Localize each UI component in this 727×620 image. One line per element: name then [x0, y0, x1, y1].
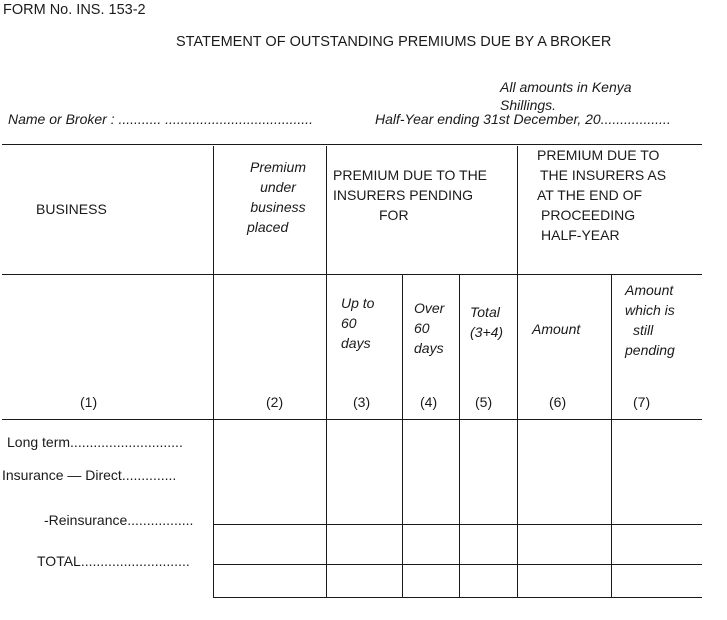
header-premium-placed: Premium under business placed — [247, 159, 306, 235]
row-label-insurance-direct: Insurance — Direct.............. — [2, 467, 177, 483]
col-divider-3 — [402, 275, 403, 598]
header-up-to-60-days: Up to 60 days — [341, 295, 375, 351]
header-pending-group: PREMIUM DUE TO THE INSURERS PENDING FOR — [333, 167, 488, 223]
broker-name-line: Name or Broker : ........... ...................................... — [8, 111, 313, 127]
half-year-line: Half-Year ending 31st December, 20.................. — [375, 111, 671, 127]
column-number-4: (4) — [420, 394, 438, 410]
column-number-6: (6) — [549, 394, 567, 410]
column-number-2: (2) — [266, 394, 284, 410]
row-label-reinsurance: -Reinsurance................. — [44, 512, 194, 528]
header-prev-half-year-group: PREMIUM DUE TO THE INSURERS AS AT THE END OF PROCEEDING HALF-YEAR — [537, 147, 667, 243]
header-still-pending: Amount which is still pending — [625, 282, 675, 358]
row-label-long-term: Long term............................. — [7, 434, 183, 450]
col-divider-5 — [517, 146, 518, 598]
form-title: STATEMENT OF OUTSTANDING PREMIUMS DUE BY A BROKER — [176, 34, 612, 50]
col-divider-6 — [611, 275, 612, 598]
header-amount: Amount — [532, 321, 581, 337]
column-number-1: (1) — [80, 394, 98, 410]
column-number-rule — [2, 419, 702, 420]
table-bottom-rule — [214, 597, 702, 598]
header-business: BUSINESS — [36, 201, 107, 217]
total-row-top-rule — [214, 564, 702, 565]
column-number-3: (3) — [353, 394, 371, 410]
header-over-60-days: Over 60 days — [414, 300, 445, 356]
col-divider-4 — [459, 275, 460, 598]
header-divider — [2, 274, 702, 275]
header-total-3-4: Total (3+4) — [470, 304, 504, 340]
column-number-7: (7) — [633, 394, 651, 410]
reinsurance-row-rule — [214, 524, 702, 525]
row-label-total: TOTAL............................ — [37, 553, 190, 569]
col-divider-1 — [213, 146, 214, 598]
form-number: FORM No. INS. 153-2 — [3, 2, 146, 18]
column-number-5: (5) — [475, 394, 493, 410]
col-divider-2 — [326, 146, 327, 598]
amounts-note: All amounts in Kenya Shillings. — [500, 79, 632, 113]
